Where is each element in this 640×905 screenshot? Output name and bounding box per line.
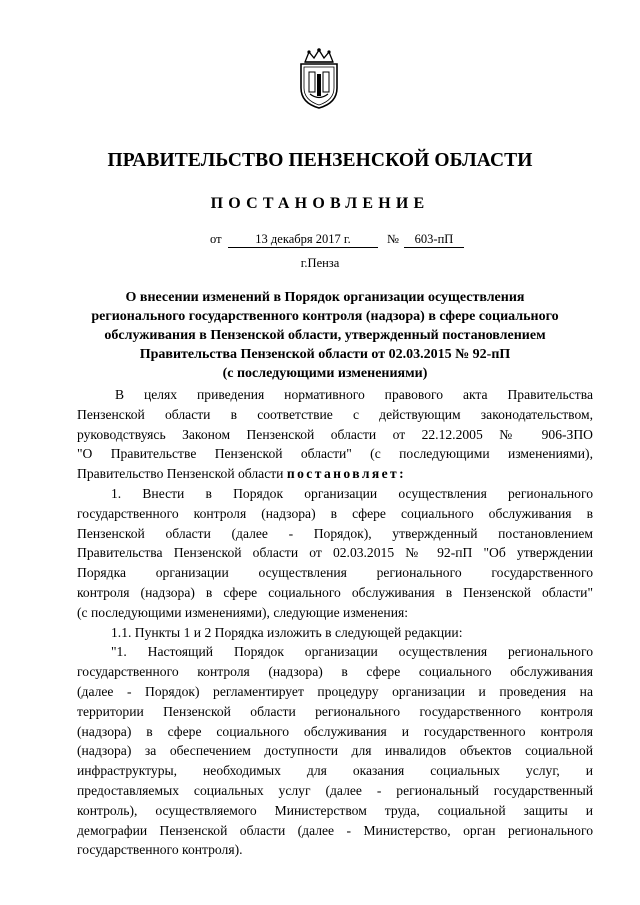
body-line: 1. Внести в Порядок организации осуществления регионального (111, 485, 593, 501)
body-line: государственного контроля (надзора) в сфере социального обслуживания в (77, 505, 593, 521)
body-line: Пензенской области (далее - Порядок), утвержденный постановлением (77, 525, 593, 541)
body-line: инфраструктуры, необходимых для оказания социальных услуг, и (77, 763, 593, 779)
body-line: Порядка организации осуществления регионального государственного (77, 565, 593, 581)
subject-line: Правительства Пензенской области от 02.03.2015 № 92-пП (139, 347, 511, 362)
body-line: государственного контроля). (77, 842, 243, 858)
body-line: предоставляемых социальных услуг (далее - региональный государственный (77, 782, 593, 798)
penza-coat-of-arms-icon (293, 48, 345, 110)
subject-line: (с последующими изменениями) (222, 366, 428, 381)
document-subject (70, 288, 580, 383)
body-line: "1. Настоящий Порядок организации осуществления регионального (111, 644, 593, 660)
organization-title: ПРАВИТЕЛЬСТВО ПЕНЗЕНСКОЙ ОБЛАСТИ (107, 150, 533, 171)
body-line: контроль), осуществляемого Министерством труда, социальной защиты и (77, 802, 593, 818)
date-underline (228, 232, 378, 248)
number-label: № (387, 232, 399, 246)
body-line: демографии Пензенской области (далее - Министерство, орган регионального (77, 822, 593, 838)
document-date: 13 декабря 2017 г. (255, 232, 351, 246)
body-line: (с последующими изменениями), следующие изменения: (77, 604, 409, 620)
document-type: ПОСТАНОВЛЕНИЕ (210, 195, 430, 212)
body-line: (надзора) за обеспечением доступности для инвалидов объектов социальной (77, 743, 593, 759)
body-line: 1.1. Пункты 1 и 2 Порядка изложить в следующей редакции: (111, 624, 463, 640)
subject-line: О внесении изменений в Порядок организации осуществления (125, 290, 525, 305)
body-line: руководствуясь Законом Пензенской области от 22.12.2005 № 906-ЗПО (77, 426, 593, 442)
document-body (77, 385, 593, 860)
body-line: (далее - Порядок) регламентирует процедуру организации и проведения на (77, 683, 593, 699)
body-line: Правительства Пензенской области от 02.03.2015 № 92-пП "Об утверждении (77, 545, 593, 561)
number-underline (404, 232, 464, 248)
subject-line: регионального государственного контроля (надзора) в сфере социального (91, 309, 559, 324)
body-line: контроля (надзора) в сфере социального обслуживания в Пензенской области" (77, 584, 593, 600)
body-line-resolve (77, 464, 593, 484)
body-line: территории Пензенской области регионального государственного контроля (77, 703, 593, 719)
resolve-word: постановляет: (286, 466, 407, 482)
body-line: Пензенской области в соответствие с действующим законодательством, (77, 406, 593, 422)
body-line: (надзора) в сфере социального обслуживания и государственного контроля (77, 723, 593, 739)
from-label: от (210, 232, 222, 246)
resolve-prefix: Правительство Пензенской области (77, 466, 287, 482)
subject-line: обслуживания в Пензенской области, утвержденный постановлением (104, 328, 546, 343)
body-line: "О Правительстве Пензенской области" (с последующими изменениями), (77, 446, 593, 462)
body-line: государственного контроля (надзора) в сфере социального обслуживания (77, 664, 593, 680)
city: г.Пенза (300, 256, 340, 270)
body-line: В целях приведения нормативного правового акта Правительства (115, 387, 593, 402)
document-number: 603-пП (414, 232, 454, 246)
